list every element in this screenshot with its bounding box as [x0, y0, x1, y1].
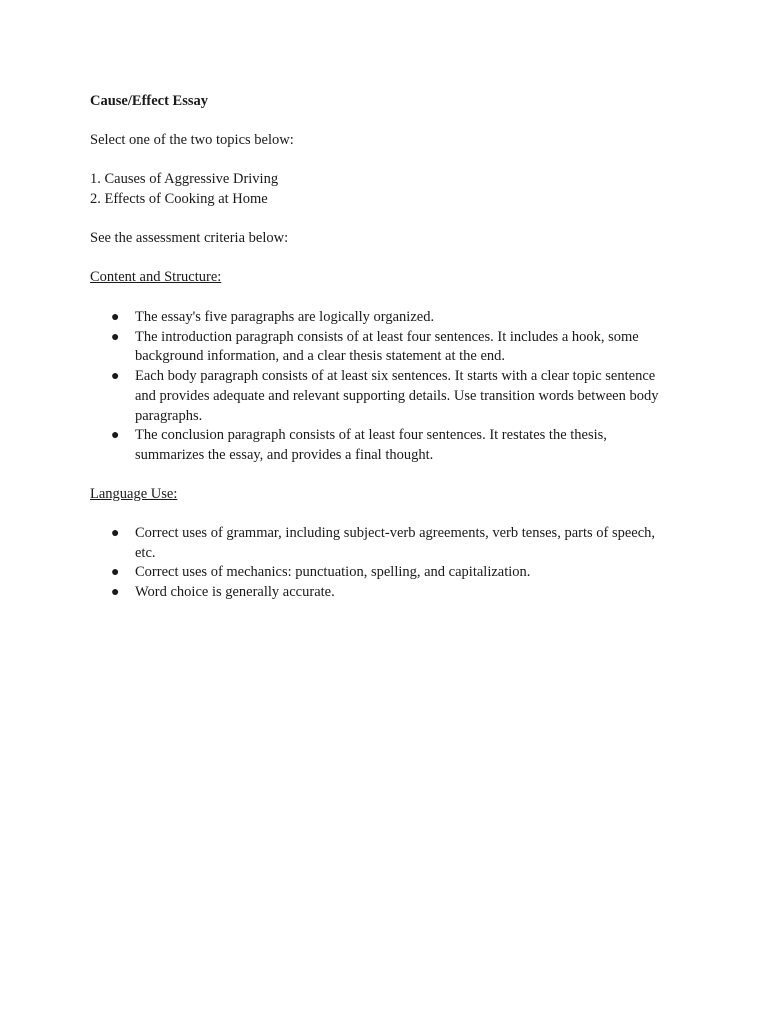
- list-item: [90, 308, 670, 328]
- bullet-icon: ●: [111, 428, 120, 444]
- list-item-text: The conclusion paragraph consists of at least four sentences. It restates the thesis, summarizes the essay, and provides a final thought.: [135, 427, 607, 463]
- bullet-icon: ●: [111, 585, 120, 601]
- list-item-text: Each body paragraph consists of at least six sentences. It starts with a clear topic sentence and provides adequate and relevant supporting details. Use transition words between body paragraphs.: [135, 368, 659, 424]
- list-item: [90, 583, 670, 603]
- topic-list: [90, 170, 690, 209]
- list-item-text: Correct uses of mechanics: punctuation, spelling, and capitalization.: [135, 564, 531, 581]
- topic-instruction: Select one of the two topics below:: [90, 132, 294, 148]
- bullet-icon: ●: [111, 329, 120, 345]
- criteria-intro: See the assessment criteria below:: [90, 230, 289, 246]
- list-item: [90, 563, 670, 583]
- list-item: [90, 328, 670, 367]
- list-item-text: Correct uses of grammar, including subject-verb agreements, verb tenses, parts of speech, etc.: [135, 525, 656, 561]
- topic-item: 2. Effects of Cooking at Home: [90, 190, 268, 207]
- content-structure-list: [90, 308, 670, 466]
- bullet-icon: ●: [111, 310, 120, 325]
- list-item-text: The essay's five paragraphs are logically organized.: [135, 309, 435, 325]
- bullet-icon: ●: [111, 565, 120, 581]
- section-heading-content-structure: Content and Structure:: [90, 269, 222, 285]
- bullet-icon: ●: [111, 369, 120, 385]
- list-item: [90, 524, 670, 563]
- language-use-list: [90, 524, 670, 603]
- list-item: [90, 426, 670, 465]
- list-item: [90, 367, 670, 426]
- topic-item: 1. Causes of Aggressive Driving: [90, 171, 279, 187]
- section-heading-language-use: Language Use:: [90, 486, 178, 502]
- bullet-icon: ●: [111, 526, 120, 541]
- list-item-text: Word choice is generally accurate.: [135, 584, 335, 601]
- list-item-text: The introduction paragraph consists of at least four sentences. It includes a hook, some background information, and a clear thesis statement at the end.: [135, 328, 639, 365]
- document-title: Cause/Effect Essay: [90, 93, 209, 109]
